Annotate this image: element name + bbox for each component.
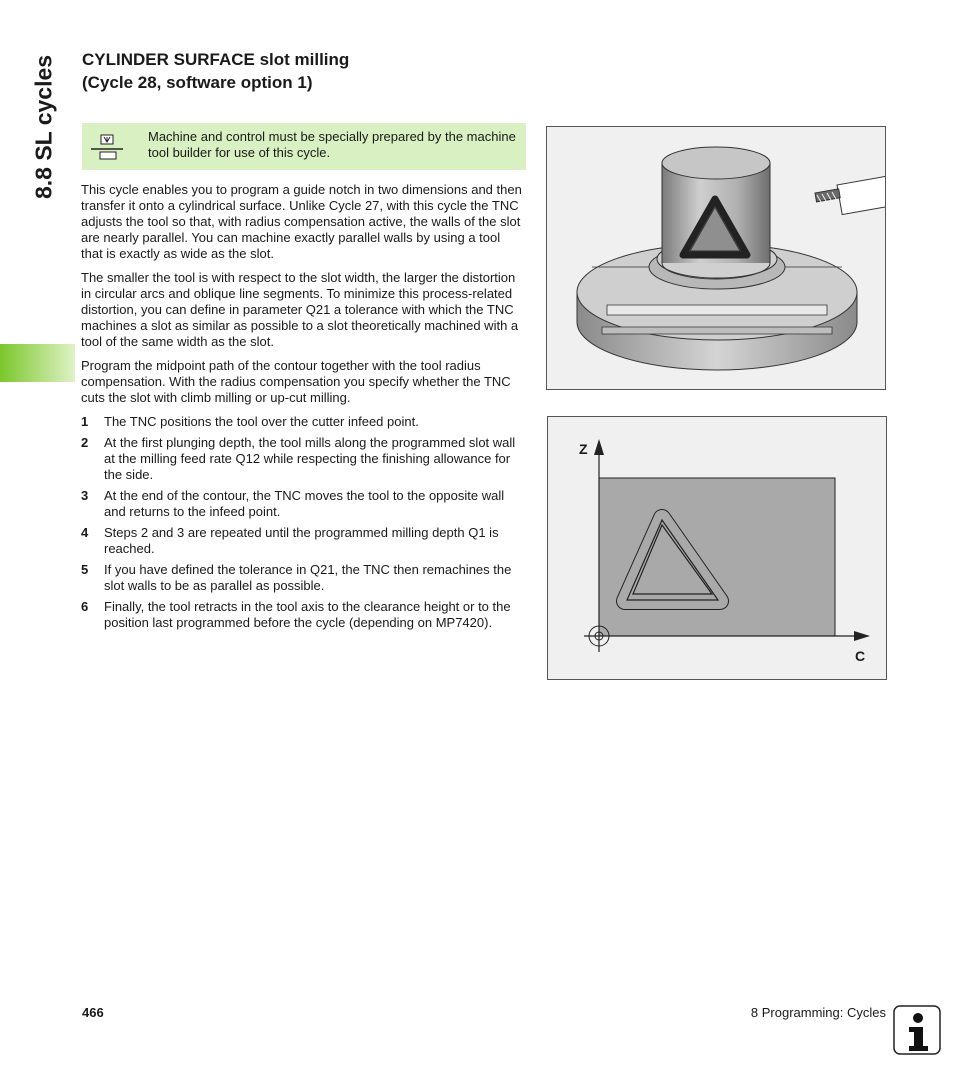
- heading-line-2: (Cycle 28, software option 1): [82, 73, 313, 92]
- step-item: [81, 562, 525, 594]
- cylinder-illustration: [546, 126, 886, 390]
- step-item: [81, 488, 525, 520]
- step-text: Finally, the tool retracts in the tool axis to the clearance height or to the position last programmed before the cycle (depending on MP7420).: [104, 599, 511, 630]
- step-item: [81, 414, 525, 430]
- body-text: [81, 182, 525, 636]
- machine-note-box: [82, 123, 526, 170]
- step-text: If you have defined the tolerance in Q21, the TNC then remachines the slot walls to be as parallel as possible.: [104, 562, 512, 593]
- step-text: At the end of the contour, the TNC moves the tool to the opposite wall and returns to the infeed point.: [104, 488, 505, 519]
- step-text: The TNC positions the tool over the cutter infeed point.: [104, 414, 419, 429]
- step-number: 6: [81, 599, 89, 614]
- step-item: [81, 599, 525, 631]
- step-number: 4: [81, 525, 89, 540]
- paragraph: This cycle enables you to program a guide notch in two dimensions and then transfer it onto a cylindrical surface. Unlike Cycle 27, with this cycle the TNC adjusts the tool so that, with radius compensation active, the walls of the slot are nearly parallel. You can machine exactly parallel walls by using a tool that is exactly as wide as the slot.: [81, 182, 522, 261]
- chapter-tab-marker: [0, 344, 75, 382]
- step-item: [81, 435, 525, 483]
- page-heading: [82, 48, 522, 94]
- steps-list: [81, 414, 525, 631]
- c-axis-label: C: [855, 648, 866, 664]
- step-text: At the first plunging depth, the tool mills along the programmed slot wall at the milling feed rate Q12 while respecting the finishing allowance for the side.: [104, 435, 516, 482]
- step-item: [81, 525, 525, 557]
- page-number: 466: [82, 1005, 104, 1020]
- step-text: Steps 2 and 3 are repeated until the programmed milling depth Q1 is reached.: [104, 525, 499, 556]
- machine-note-text: Machine and control must be specially prepared by the machine tool builder for use of this cycle.: [148, 129, 516, 160]
- chapter-footer: 8 Programming: Cycles: [750, 1005, 886, 1020]
- side-chapter-title: [20, 42, 68, 212]
- side-chapter-title-text: 8.8 SL cycles: [30, 54, 57, 200]
- unrolled-contour-diagram: [547, 416, 887, 680]
- step-number: 1: [81, 414, 89, 429]
- step-number: 2: [81, 435, 89, 450]
- paragraph: The smaller the tool is with respect to the slot width, the larger the distortion in circular arcs and oblique line segments. To minimize this process-related distortion, you can define in parameter Q21 a tolerance with which the TNC machines a slot as similar as possible to a slot theoretically machined with a tool of the same width as the slot.: [81, 270, 519, 349]
- machine-icon: [90, 133, 124, 161]
- c-axis-arrow: [854, 631, 870, 641]
- z-axis-label: Z: [579, 441, 588, 457]
- heading-line-1: CYLINDER SURFACE slot milling: [82, 50, 350, 69]
- paragraph: Program the midpoint path of the contour together with the tool radius compensation. With the radius compensation you specify whether the TNC cuts the slot with climb milling or up-cut milling.: [81, 358, 511, 405]
- step-number: 3: [81, 488, 89, 503]
- z-axis-arrow: [594, 439, 604, 455]
- step-number: 5: [81, 562, 89, 577]
- info-icon: [893, 1005, 941, 1055]
